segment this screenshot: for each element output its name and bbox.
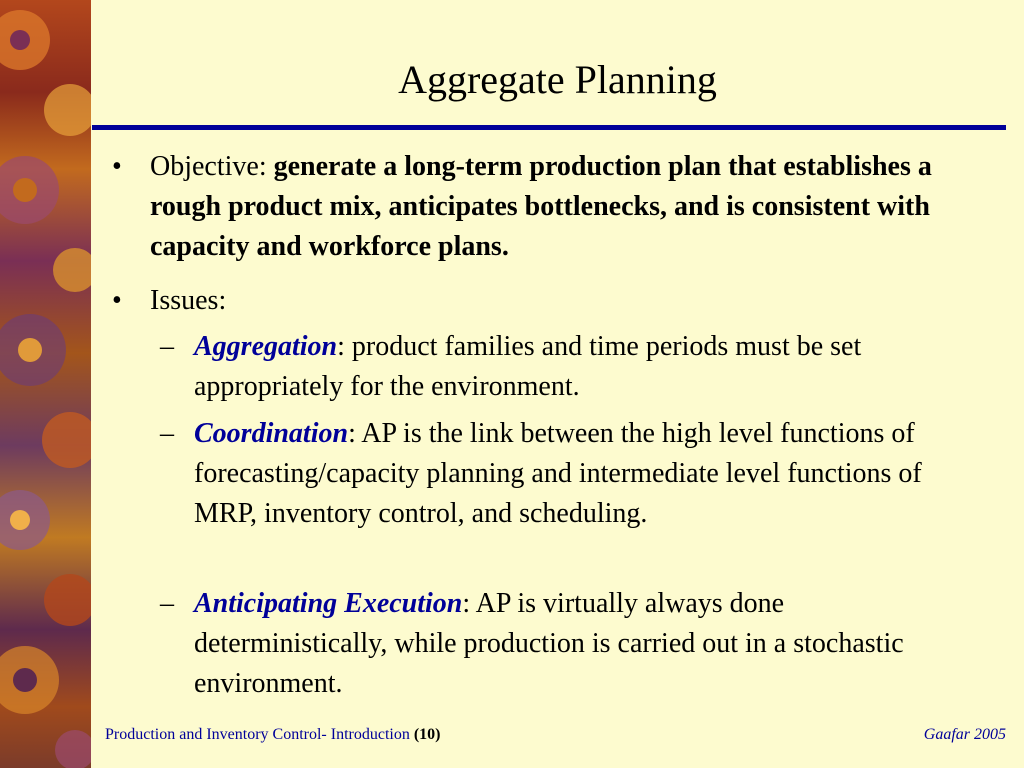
sub-bullet-term: Coordination [194,418,349,449]
bullet-objective-text: generate a long-term production plan that establishes a rough product mix, anticipates bottlenecks, and is consistent with capacity and workforce plans. [150,151,932,262]
sub-bullet-term: Anticipating Execution [194,588,463,619]
sub-bullet-aggregation [160,327,984,407]
sub-bullet-text: : AP is virtually always done deterministically, while production is carried out in a stochastic environment. [194,588,904,699]
sub-bullet-text: : product families and time periods must be set appropriately for the environment. [194,331,862,402]
sub-bullet-text: : AP is the link between the high level functions of forecasting/capacity planning and intermediate level functions of MRP, inventory control, and scheduling. [194,418,922,529]
bullet-label: Objective: [150,151,274,182]
bullet-dot-icon: • [112,151,122,182]
dash-icon: – [160,418,174,449]
sub-bullet-coordination [160,414,984,534]
dash-icon: – [160,588,174,619]
bullet-dot-icon: • [112,285,122,316]
dash-icon: – [160,331,174,362]
bullet-label: Issues: [150,285,227,316]
slide-title: Aggregate Planning [398,57,717,102]
sub-bullet-term: Aggregation [194,331,338,362]
bullet-objective [112,147,980,267]
sub-bullet-anticipating-execution [160,584,984,704]
bullet-issues [112,281,980,321]
footer-author: Gaafar 2005 [923,726,1006,743]
footer-course-title: Production and Inventory Control- Introduction [105,726,414,743]
footer-course [105,725,441,745]
footer-page-number: (10) [413,726,441,743]
